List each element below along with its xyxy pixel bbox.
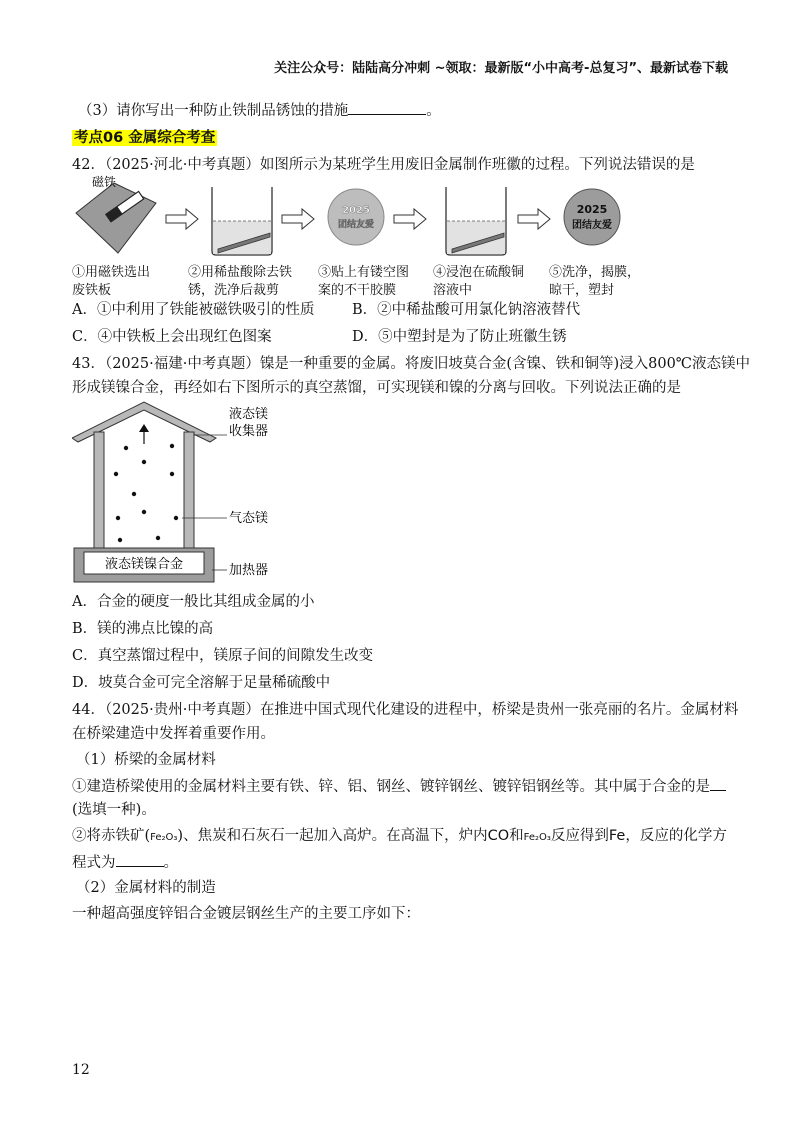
- beaker-figure: [212, 187, 272, 255]
- q44-item1-line2: (选填一种)。: [72, 802, 156, 818]
- q44-stem-line1: 44．（2025·贵州·中考真题）在推进中国式现代化建设的进程中，桥梁是贵州一张亮丽的名片。金属材料: [72, 702, 739, 718]
- page-header: 关注公众号：陆陆高分冲刺 ~领取：最新版“小中高考-总复习”、最新试卷下载: [274, 61, 728, 76]
- q43-stem-line2: 形成镁镍合金，再经如右下图所示的真空蒸馏，可实现镁和镍的分离与回收。下列说法正确的是: [72, 380, 681, 396]
- collector-label-2: 收集器: [229, 424, 269, 439]
- step-caption-2: ②用稀盐酸除去铁 锈，洗净后裁剪: [188, 265, 293, 298]
- q42-process-figure: [72, 175, 652, 265]
- q43-option-b[interactable]: B．镁的沸点比镍的高: [72, 621, 214, 637]
- q44-item1-line1: ①建造桥梁使用的金属材料主要有铁、锌、铝、钢丝、镀锌钢丝、镀锌铝钢丝等。其中属于合金的是: [72, 776, 726, 797]
- badge-motto-faded: 团结友爱: [337, 220, 375, 230]
- copper-sulfate-beaker-figure: [446, 187, 506, 255]
- step-caption-3: ③贴上有镂空图 案的不干胶膜: [318, 265, 410, 298]
- q42-option-a[interactable]: A．①中利用了铁能被磁铁吸引的性质: [72, 302, 315, 318]
- q44-sub1-title: （1）桥梁的金属材料: [76, 752, 216, 768]
- q43-option-d[interactable]: D．坡莫合金可完全溶解于足量稀硫酸中: [72, 675, 331, 691]
- badge-motto: 团结友爱: [572, 220, 612, 231]
- collector-label-1: 液态镁: [229, 407, 269, 422]
- gas-particles: [114, 444, 178, 542]
- magnet-label: 磁铁: [92, 175, 117, 189]
- q44-stem-line2: 在桥梁建造中发挥着重要作用。: [72, 726, 275, 742]
- q43-option-c[interactable]: C．真空蒸馏过程中，镁原子间的间隙发生改变: [72, 648, 374, 664]
- arrow-icon: [518, 209, 550, 229]
- arrow-icon: [394, 209, 426, 229]
- q44-sub2-title: （2）金属材料的制造: [76, 880, 216, 896]
- vacuum-distillation-figure: [72, 400, 302, 585]
- badge-year: 2025: [576, 203, 608, 216]
- step-caption-1: ①用磁铁选出 废铁板: [72, 265, 151, 298]
- gas-magnesium-label: 气态镁: [229, 511, 269, 526]
- magnet-plate-figure: [76, 175, 156, 253]
- answer-blank[interactable]: [348, 100, 426, 115]
- page-number: 12: [72, 1062, 90, 1078]
- q43-option-a[interactable]: A．合金的硬度一般比其组成金属的小: [72, 594, 315, 610]
- q44-item2-line1: ②将赤铁矿(Fe₂O₃)、焦炭和石灰石一起加入高炉。在高温下，炉内CO和Fe₂O₃反应得到Fe，反应的化学方: [72, 828, 727, 844]
- q3-line: （3）请你写出一种防止铁制品锈蚀的措施 。: [78, 100, 441, 121]
- alloy-label: 液态镁镍合金: [104, 557, 184, 572]
- q3-text: （3）请你写出一种防止铁制品锈蚀的措施: [78, 103, 349, 119]
- q44-item2-line2: 程式为 。: [72, 852, 178, 873]
- section-title: 考点06 金属综合考查: [74, 130, 216, 146]
- q44-sub2-line: 一种超高强度锌铝合金镀层钢丝生产的主要工序如下：: [72, 906, 420, 922]
- q42-stem: 42．（2025·河北·中考真题）如图所示为某班学生用废旧金属制作班徽的过程。下列说法错误的是: [72, 157, 695, 173]
- arrow-icon: [166, 209, 198, 229]
- q42-option-c[interactable]: C．④中铁板上会出现红色图案: [72, 329, 272, 345]
- badge-year-faded: 2025: [342, 205, 370, 216]
- arrow-icon: [282, 209, 314, 229]
- q42-option-b[interactable]: B．②中稀盐酸可用氯化钠溶液替代: [352, 302, 581, 318]
- final-badge-figure: [564, 189, 620, 245]
- heater-label: 加热器: [229, 563, 269, 578]
- film-badge-figure: [328, 189, 384, 245]
- answer-blank[interactable]: [710, 776, 726, 791]
- answer-blank[interactable]: [116, 852, 164, 867]
- q42-option-d[interactable]: D．⑤中塑封是为了防止班徽生锈: [352, 329, 567, 345]
- q43-stem-line1: 43．（2025·福建·中考真题）镍是一种重要的金属。将废旧坡莫合金(含镍、铁和铜等)浸入800℃液态镁中: [72, 356, 751, 372]
- step-caption-5: ⑤洗净，揭膜， 晾干，塑封: [549, 265, 641, 298]
- step-caption-4: ④浸泡在硫酸铜 溶液中: [433, 265, 525, 298]
